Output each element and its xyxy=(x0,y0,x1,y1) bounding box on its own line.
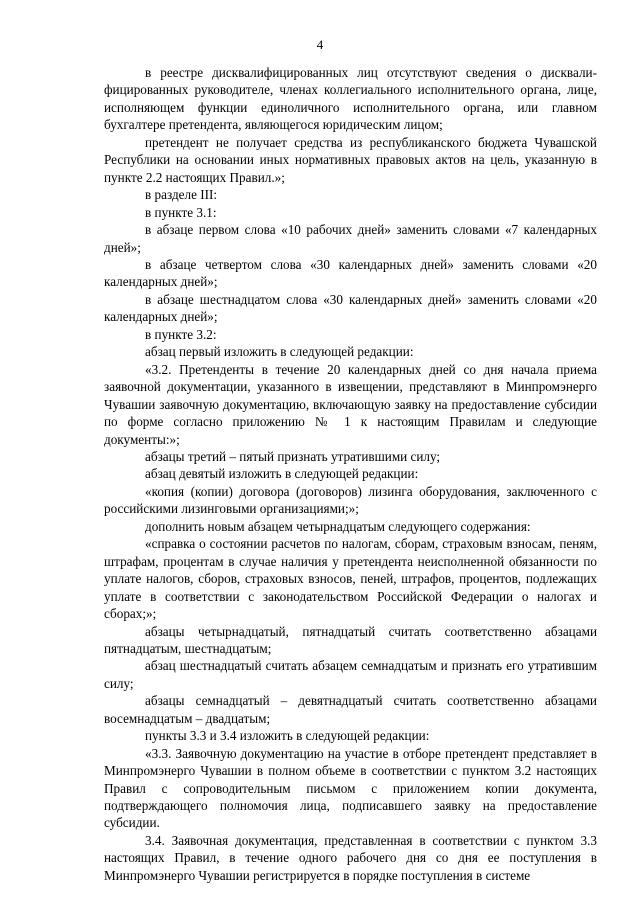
paragraph: «3.3. Заявочную документацию на участие в отборе претендент представляет в Минпромэнерго Чувашии в полном объеме в соответствии с пунктом 3.2 настоящих Правил с сопроводительным письмом с приложением копии документа, подтверждающего полномочия лица, подписавшего заявку на предоставление субсидии. xyxy=(104,745,597,831)
paragraph: «справка о состоянии расчетов по налогам, сборам, страховым взносам, пеням, штрафам, процентам в случае наличия у претендента неисполненной обязанности по уплате налогов, сборов, страховых взносов, пеней, штрафов, процентов, подлежащих уплате в соответствии с законодательством Российской Федерации о налогах и сборах;»; xyxy=(104,536,597,622)
page-number: 4 xyxy=(316,37,324,52)
paragraph: «3.2. Претенденты в течение 20 календарных дней со дня начала приема заявочной документации, указанного в извещении, представляют в Минпромэнерго Чувашии заявочную документацию, включающую заявку на предоставление субсидии по форме согласно приложению № 1 к настоящим Правилам и следующие документы:»; xyxy=(104,361,597,447)
paragraph: в абзаце шестнадцатом слова «30 календарных дней» заменить словами «20 календарных дней»; xyxy=(104,291,597,325)
paragraph: 3.4. Заявочная документация, представленная в соответствии с пунктом 3.3 настоящих Правил, в течение одного рабочего дня со дня ее поступления в Минпромэнерго Чувашии регистрируется в порядке поступления в системе xyxy=(104,832,597,883)
paragraph: абзацы третий – пятый признать утратившими силу; xyxy=(145,448,441,464)
paragraph: абзацы четырнадцатый, пятнадцатый считать соответственно абзацами пятнадцатым, шестнадцатым; xyxy=(104,623,597,656)
paragraph: абзацы семнадцатый – девятнадцатый считать соответственно абзацами восемнадцатым – двадцатым; xyxy=(104,693,597,726)
paragraph: претендент не получает средства из республиканского бюджета Чувашской Республики на основании иных нормативных правовых актов на цель, указанную в пункте 2.2 настоящих Правил.»; xyxy=(104,134,597,185)
paragraph: в пункте 3.2: xyxy=(145,326,217,342)
paragraph: абзац первый изложить в следующей редакции: xyxy=(145,344,414,360)
paragraph: дополнить новым абзацем четырнадцатым следующего содержания: xyxy=(145,518,531,534)
document-body xyxy=(104,64,597,884)
paragraph: абзац девятый изложить в следующей редакции: xyxy=(145,466,419,482)
paragraph: абзац шестнадцатый считать абзацем семнадцатым и признать его утратившим силу; xyxy=(104,658,597,691)
paragraph: «копия (копии) договора (договоров) лизинга оборудования, заключенного с российскими лизинговыми организациями;»; xyxy=(104,483,597,517)
paragraph: в разделе III: xyxy=(145,187,218,203)
paragraph: в реестре дисквалифицированных лиц отсутствуют сведения о дисквалифицированных руководителе, членах коллегиального исполнительного органа, лице, исполняющем функции единоличного исполнительного органа, или главном бухгалтере претендента, являющегося юридическим лицом; xyxy=(104,65,597,133)
paragraph: в абзаце первом слова «10 рабочих дней» заменить словами «7 календарных дней»; xyxy=(104,222,597,255)
paragraph: в абзаце четвертом слова «30 календарных дней» заменить словами «20 календарных дней»; xyxy=(104,256,597,290)
paragraph: в пункте 3.1: xyxy=(145,204,217,220)
paragraph: пункты 3.3 и 3.4 изложить в следующей редакции: xyxy=(145,728,430,744)
